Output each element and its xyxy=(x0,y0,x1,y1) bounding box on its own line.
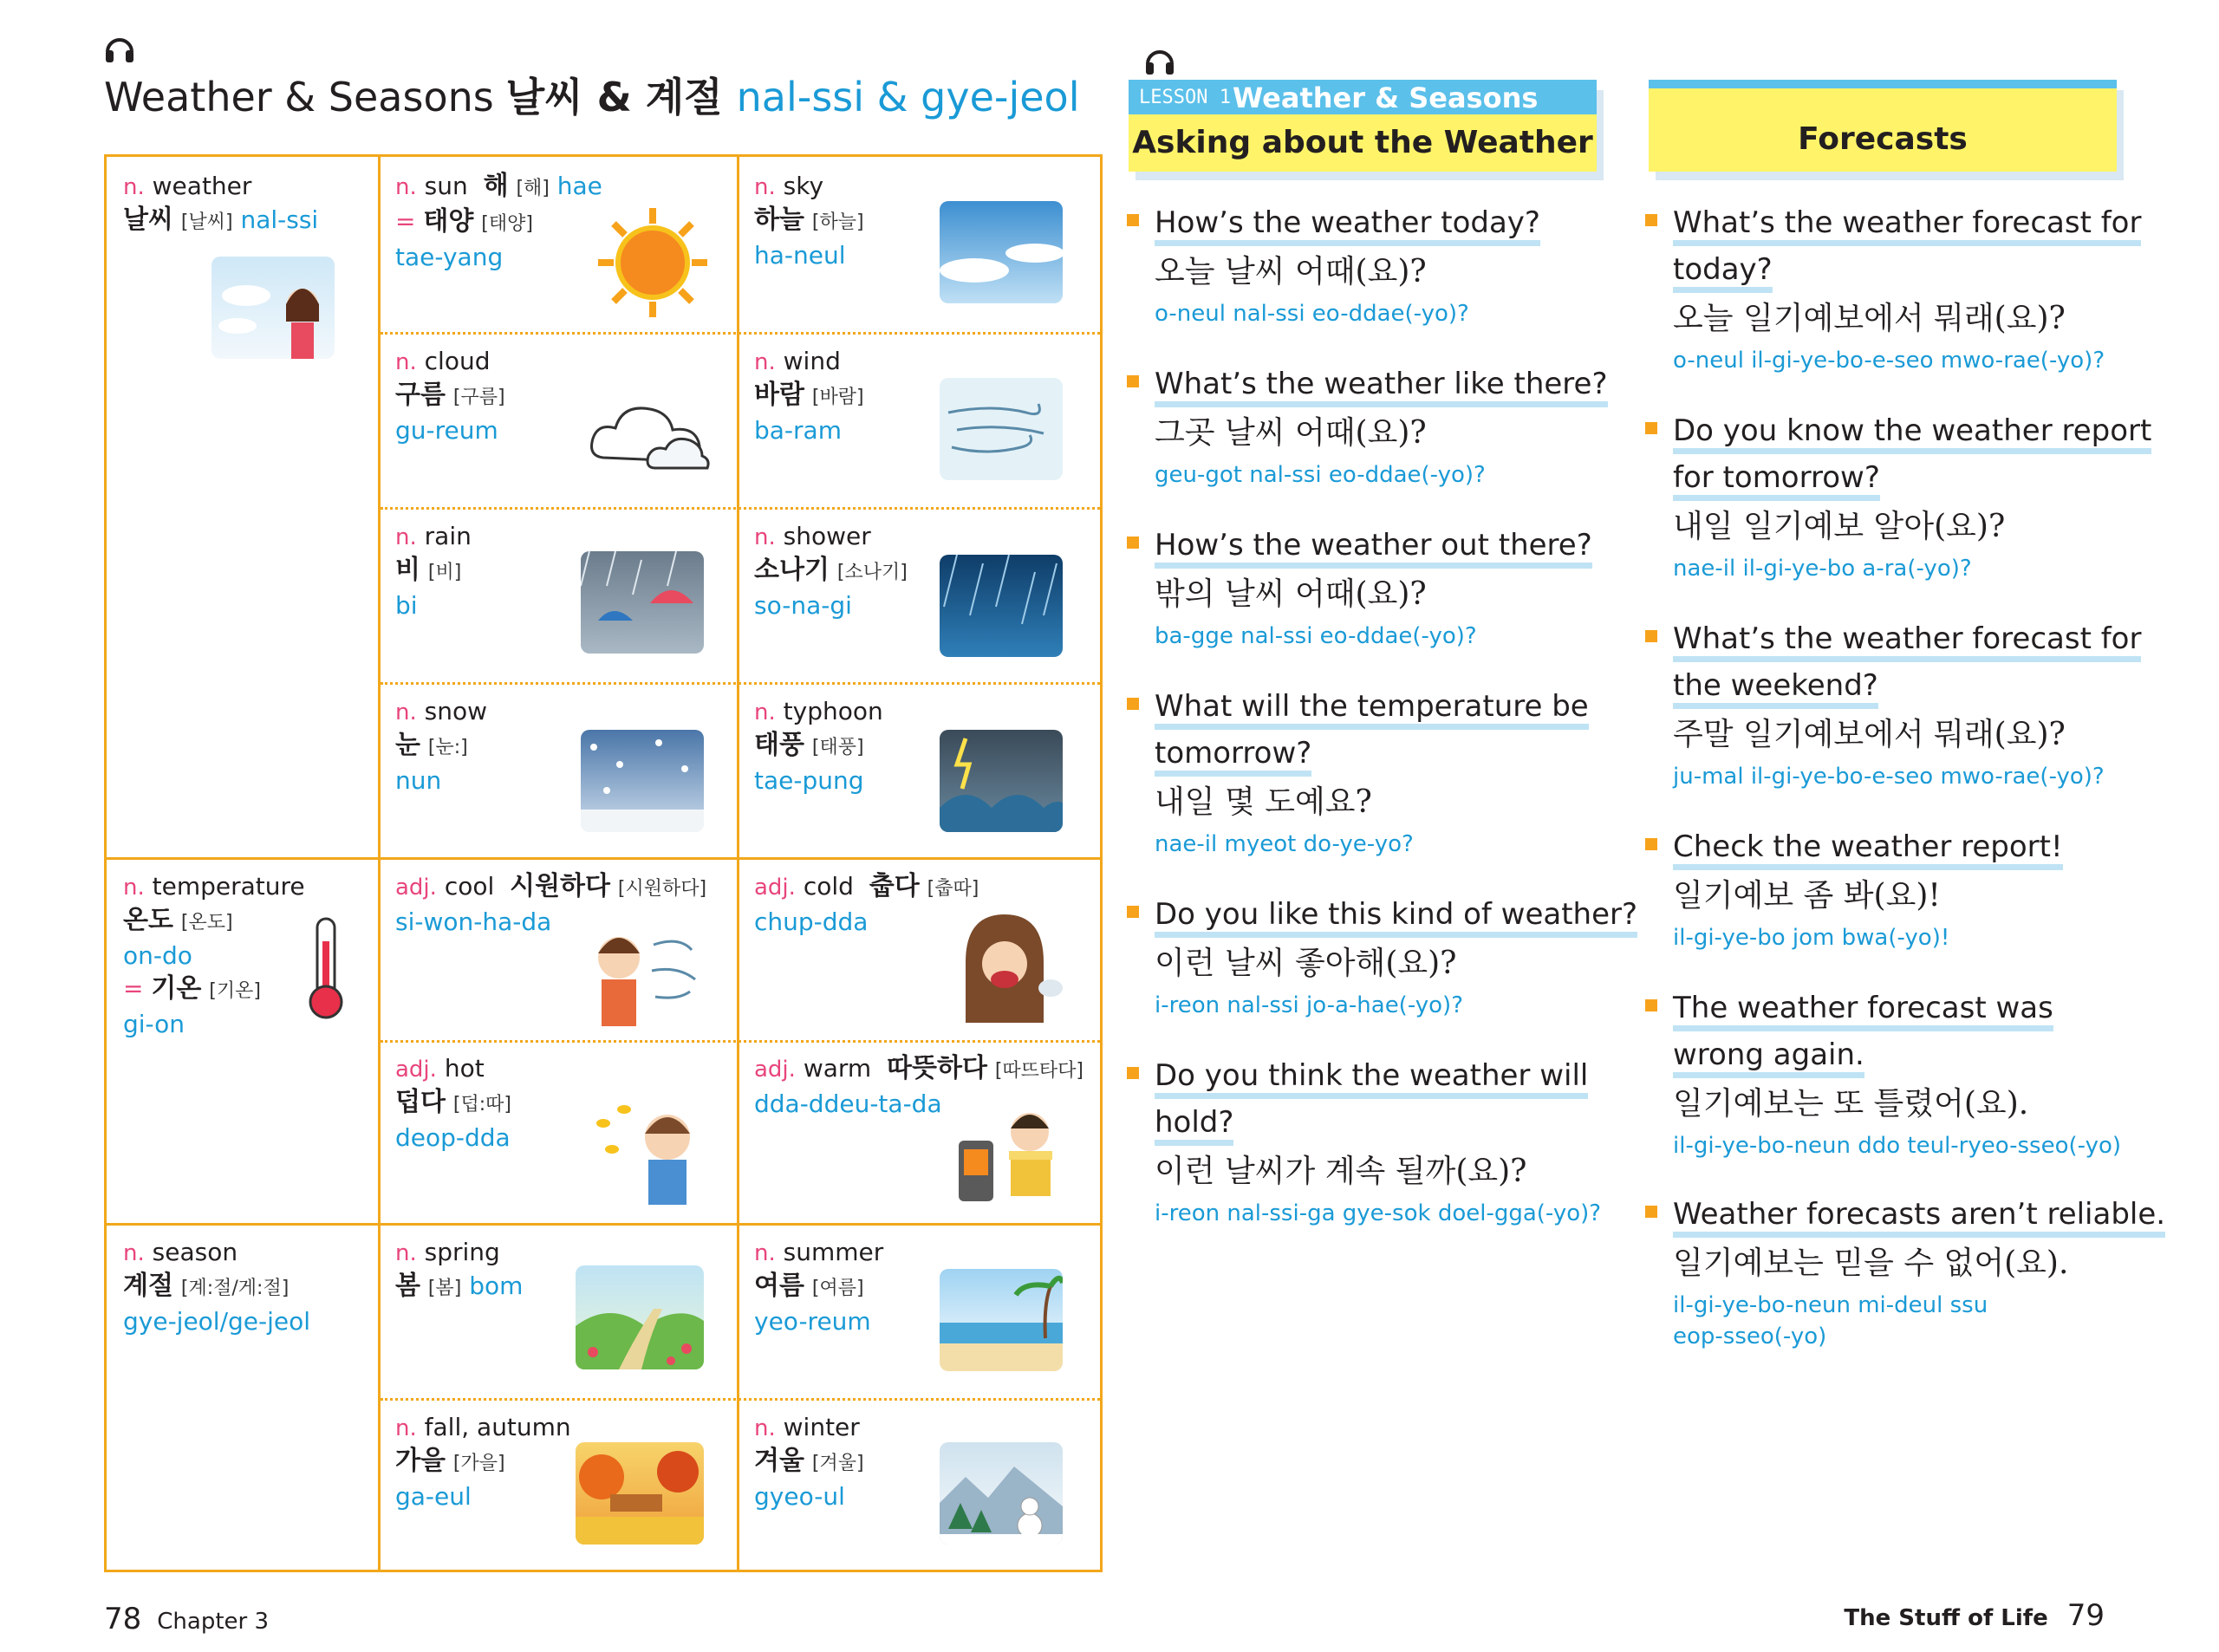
phrase-korean: 이런 날씨 좋아해(요)? xyxy=(1155,946,1457,981)
forecast-phrase-5 xyxy=(1673,985,2121,1161)
phrase-romanization: il-gi-ye-bo-neun mi-deul ssu xyxy=(1673,1292,1988,1318)
spring-illustration xyxy=(576,1265,704,1369)
cold-person-illustration xyxy=(948,910,1064,1023)
phrase-romanization: nae-il il-gi-ye-bo a-ra(-yo)? xyxy=(1673,556,1972,582)
forecast-phrase-2 xyxy=(1673,407,2151,584)
phrase-english: wrong again. xyxy=(1673,1037,1864,1078)
phrase-english: Do you think the weather will xyxy=(1155,1058,1588,1099)
forecast-phrase-1 xyxy=(1673,199,2141,376)
column-heading-asking: Asking about the Weather xyxy=(1129,114,1597,172)
phrase-english: today? xyxy=(1673,252,1773,293)
vocab-season: n. season 계절 [계:절/게:절] gye-jeol/ge-jeol xyxy=(123,1238,311,1336)
vocab-snow: n. snow 눈 [눈:] nun xyxy=(395,697,488,795)
title-english: Weather & Seasons xyxy=(104,74,494,120)
phrase-english: the weekend? xyxy=(1673,668,1878,709)
wind-illustration xyxy=(940,378,1063,480)
bullet-icon xyxy=(1645,1206,1657,1218)
phrase-korean: 일기예보는 믿을 수 없어(요). xyxy=(1673,1246,2069,1281)
weather-girl-illustration xyxy=(211,257,335,359)
phrase-english: What’s the weather forecast for xyxy=(1673,621,2141,662)
phrase-english: How’s the weather today? xyxy=(1155,205,1540,246)
vocab-sun: n. sun 해 [해] hae = 태양 [태양] tae-yang xyxy=(395,171,602,271)
title-romanization: nal-ssi & gye-jeol xyxy=(736,74,1080,120)
chapter-label: The Stuff of Life xyxy=(1844,1605,2048,1631)
forecast-phrase-3 xyxy=(1673,615,2141,792)
vocab-weather: n. weather 날씨 [날씨] nal-ssi xyxy=(123,172,319,235)
bullet-icon xyxy=(1127,1067,1139,1079)
bullet-icon xyxy=(1645,838,1657,850)
phrase-english: for tomorrow? xyxy=(1673,460,1880,501)
cool-boy-illustration xyxy=(584,919,700,1026)
page-number: 79 xyxy=(2066,1598,2105,1633)
phrase-english: What will the temperature be xyxy=(1155,689,1589,730)
phrase-english: Do you know the weather report xyxy=(1673,413,2151,454)
warm-heater-illustration xyxy=(953,1097,1064,1205)
vocab-wind: n. wind 바람 [바람] ba-ram xyxy=(754,347,864,445)
phrase-korean: 일기예보 좀 봐(요)! xyxy=(1673,878,1941,914)
bullet-icon xyxy=(1127,375,1139,387)
phrase-romanization: i-reon nal-ssi jo-a-hae(-yo)? xyxy=(1155,992,1463,1018)
bullet-icon xyxy=(1645,999,1657,1011)
vocab-temperature: n. temperature 온도 [온도] on-do = 기온 [기온] gi-on xyxy=(123,872,305,1038)
phrase-english: What’s the weather like there? xyxy=(1155,367,1608,407)
vocab-cool: adj. cool 시원하다 [시원하다] si-won-ha-da xyxy=(395,871,707,936)
phrase-korean: 이런 날씨가 계속 될까(요)? xyxy=(1155,1154,1527,1189)
vocab-spring: n. spring 봄 [봄] bom xyxy=(395,1238,524,1301)
vocab-hot: adj. hot 덥다 [덥:따] deop-dda xyxy=(395,1054,511,1152)
thermometer-illustration xyxy=(302,915,350,1023)
winter-illustration xyxy=(940,1442,1063,1545)
summer-illustration xyxy=(940,1269,1063,1371)
asking-phrase-5 xyxy=(1155,891,1637,1021)
asking-phrase-3 xyxy=(1155,522,1592,652)
asking-phrase-6 xyxy=(1155,1052,1601,1229)
typhoon-illustration xyxy=(940,730,1063,832)
phrase-english: What’s the weather forecast for xyxy=(1673,205,2141,246)
phrase-romanization: o-neul nal-ssi eo-ddae(-yo)? xyxy=(1155,301,1469,327)
vocab-winter: n. winter 겨울 [겨울] gyeo-ul xyxy=(754,1413,864,1511)
vocab-fall: n. fall, autumn 가을 [가을] ga-eul xyxy=(395,1413,571,1511)
page-number: 78 xyxy=(104,1602,142,1636)
phrase-korean: 일기예보는 또 틀렸어(요). xyxy=(1673,1086,2029,1122)
page-title xyxy=(104,66,1079,123)
bullet-icon xyxy=(1127,537,1139,549)
phrase-korean: 오늘 날씨 어때(요)? xyxy=(1155,254,1427,289)
fall-illustration xyxy=(576,1442,704,1545)
page-footer-left xyxy=(104,1602,269,1636)
phrase-english: tomorrow? xyxy=(1155,736,1311,777)
bullet-icon xyxy=(1127,214,1139,226)
phrase-korean: 오늘 일기예보에서 뭐래(요)? xyxy=(1673,301,2066,336)
phrase-romanization: ju-mal il-gi-ye-bo-e-seo mwo-rae(-yo)? xyxy=(1673,764,2105,790)
column-heading-forecasts: Forecasts xyxy=(1649,88,2117,172)
phrase-korean: 밖의 날씨 어때(요)? xyxy=(1155,576,1427,612)
phrase-korean: 내일 몇 도예요? xyxy=(1155,784,1372,820)
phrase-romanization: i-reon nal-ssi-ga gye-sok doel-gga(-yo)? xyxy=(1155,1200,1602,1226)
vocab-warm: adj. warm 따뜻하다 [따뜨타다] dda-ddeu-ta-da xyxy=(754,1053,1084,1118)
lesson-bar xyxy=(1129,80,1597,114)
phrase-english: How’s the weather out there? xyxy=(1155,528,1592,569)
lesson-title: Weather & Seasons xyxy=(1233,81,1539,114)
vocab-typhoon: n. typhoon 태풍 [태풍] tae-pung xyxy=(754,697,883,795)
sun-illustration xyxy=(596,206,709,319)
rain-illustration xyxy=(581,551,704,654)
vocab-shower: n. shower 소나기 [소나기] so-na-gi xyxy=(754,522,908,620)
phrase-romanization: ba-gge nal-ssi eo-ddae(-yo)? xyxy=(1155,623,1477,649)
bullet-icon xyxy=(1645,422,1657,434)
phrase-romanization: il-gi-ye-bo-neun ddo teul-ryeo-sseo(-yo) xyxy=(1673,1133,2122,1159)
vocab-summer: n. summer 여름 [여름] yeo-reum xyxy=(754,1238,884,1336)
bullet-icon xyxy=(1127,698,1139,710)
bullet-icon xyxy=(1645,630,1657,642)
phrase-romanization: eop-sseo(-yo) xyxy=(1673,1324,1827,1350)
vocab-rain: n. rain 비 [비] bi xyxy=(395,522,472,620)
page-footer-right xyxy=(1844,1598,2105,1633)
phrase-romanization: o-neul il-gi-ye-bo-e-seo mwo-rae(-yo)? xyxy=(1673,348,2105,374)
chapter-label: Chapter 3 xyxy=(157,1609,270,1635)
phrase-korean: 내일 일기예보 알아(요)? xyxy=(1673,509,2006,544)
phrase-romanization: nae-il myeot do-ye-yo? xyxy=(1155,831,1414,857)
phrase-english: Weather forecasts aren’t reliable. xyxy=(1673,1197,2165,1238)
headphones-icon[interactable] xyxy=(1142,43,1177,78)
vocab-cold: adj. cold 춥다 [춥따] chup-dda xyxy=(754,871,979,936)
phrase-english: hold? xyxy=(1155,1105,1233,1146)
title-korean: 날씨 & 계절 xyxy=(505,74,723,120)
asking-phrase-1 xyxy=(1155,199,1540,329)
asking-phrase-4 xyxy=(1155,683,1589,860)
bullet-icon xyxy=(1645,214,1657,226)
phrase-english: Check the weather report! xyxy=(1673,829,2063,870)
headphones-icon[interactable] xyxy=(102,31,137,66)
phrase-romanization: il-gi-ye-bo jom bwa(-yo)! xyxy=(1673,925,1950,951)
phrase-english: The weather forecast was xyxy=(1673,991,2053,1031)
bullet-icon xyxy=(1127,906,1139,918)
phrase-korean: 그곳 날씨 어때(요)? xyxy=(1155,415,1427,451)
cloud-illustration xyxy=(586,388,713,475)
snow-illustration xyxy=(581,730,704,832)
vocab-cloud: n. cloud 구름 [구름] gu-reum xyxy=(395,347,505,445)
vocab-sky: n. sky 하늘 [하늘] ha-neul xyxy=(754,172,864,270)
forecast-phrase-4 xyxy=(1673,823,2063,953)
phrase-korean: 주말 일기예보에서 뭐래(요)? xyxy=(1673,717,2066,752)
forecast-phrase-6 xyxy=(1673,1191,2165,1352)
lesson-label: LESSON 1 xyxy=(1139,87,1231,108)
shower-illustration xyxy=(940,555,1063,657)
asking-phrase-2 xyxy=(1155,361,1608,491)
phrase-english: Do you like this kind of weather? xyxy=(1155,897,1637,938)
hot-boy-illustration xyxy=(586,1097,707,1205)
sky-illustration xyxy=(940,201,1063,303)
phrase-romanization: geu-got nal-ssi eo-ddae(-yo)? xyxy=(1155,462,1486,488)
